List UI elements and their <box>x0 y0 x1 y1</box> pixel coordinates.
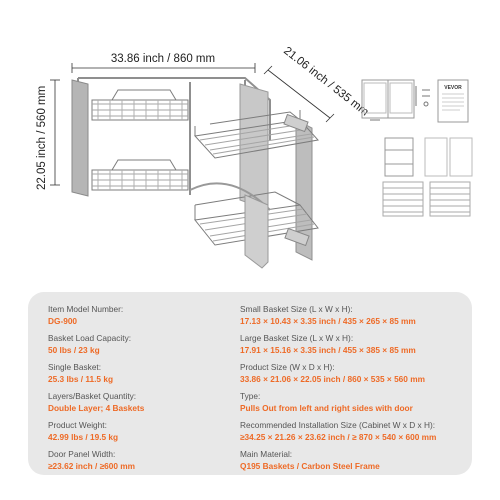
spec-label: Large Basket Size (L x W x H): <box>240 333 354 343</box>
spec-label: Type: <box>240 391 261 401</box>
spec-label: Small Basket Size (L x W x H): <box>240 304 353 314</box>
spec-value: 42.99 lbs / 19.5 kg <box>48 432 119 442</box>
specifications-panel <box>28 292 472 475</box>
spec-label: Single Basket: <box>48 362 102 372</box>
hardware-parts-icon <box>370 86 430 120</box>
spec-item <box>240 449 470 472</box>
package-contents-thumbnails <box>350 70 490 230</box>
spec-item <box>48 420 228 443</box>
spec-label: Door Panel Width: <box>48 449 116 459</box>
spec-label: Product Weight: <box>48 420 107 430</box>
spec-item <box>48 391 228 414</box>
height-dimension-line <box>50 80 60 185</box>
spec-item <box>240 362 470 385</box>
spec-value: ≥34.25 × 21.26 × 23.62 inch / ≥ 870 × 540 × 600 mm <box>240 432 437 442</box>
spec-value: Double Layer; 4 Baskets <box>48 403 145 413</box>
door-panel-lower <box>245 195 268 268</box>
spec-value: 25.3 lbs / 11.5 kg <box>48 374 114 384</box>
basket-thumbnails <box>383 182 470 216</box>
left-upper-basket <box>92 90 188 120</box>
spec-value: Q195 Baskets / Carbon Steel Frame <box>240 461 380 471</box>
spec-item <box>48 333 228 356</box>
frame-thumbnail <box>362 80 414 118</box>
spec-value: 50 lbs / 23 kg <box>48 345 100 355</box>
left-lower-basket <box>92 160 188 190</box>
spec-value: 33.86 × 21.06 × 22.05 inch / 860 × 535 × 560 mm <box>240 374 425 384</box>
spec-value: ≥23.62 inch / ≥600 mm <box>48 461 136 471</box>
depth-dimension-label: 21.06 inch / 535 mm <box>281 44 371 119</box>
spec-item <box>240 391 470 414</box>
side-frame-thumbnails <box>385 138 472 176</box>
spec-item <box>240 420 470 443</box>
spec-item <box>48 362 228 385</box>
spec-item <box>48 449 228 472</box>
spec-label: Recommended Installation Size (Cabinet W x D x H): <box>240 420 436 430</box>
height-dimension-label: 22.05 inch / 560 mm <box>36 85 48 190</box>
spec-label: Main Material: <box>240 449 293 459</box>
spec-item <box>240 304 470 327</box>
spec-value: 17.91 × 15.16 × 3.35 inch / 455 × 385 × 85 mm <box>240 345 416 355</box>
manual-booklet-icon <box>438 80 468 122</box>
spec-label: Product Size (W x D x H): <box>240 362 335 372</box>
spec-value: Pulls Out from left and right sides with door <box>240 403 413 413</box>
vevor-logo: VEVOR <box>444 85 462 91</box>
spec-label: Basket Load Capacity: <box>48 333 132 343</box>
spec-label: Item Model Number: <box>48 304 124 314</box>
spec-value: DG-900 <box>48 316 78 326</box>
specs-left-column <box>48 304 228 478</box>
spec-item <box>240 333 470 356</box>
specs-right-column <box>240 304 470 478</box>
spec-label: Layers/Basket Quantity: <box>48 391 137 401</box>
width-dimension-label: 33.86 inch / 860 mm <box>110 53 216 65</box>
spec-item <box>48 304 228 327</box>
left-side-panel <box>72 80 88 196</box>
spec-value: 17.13 × 10.43 × 3.35 inch / 435 × 265 × 85 mm <box>240 316 416 326</box>
